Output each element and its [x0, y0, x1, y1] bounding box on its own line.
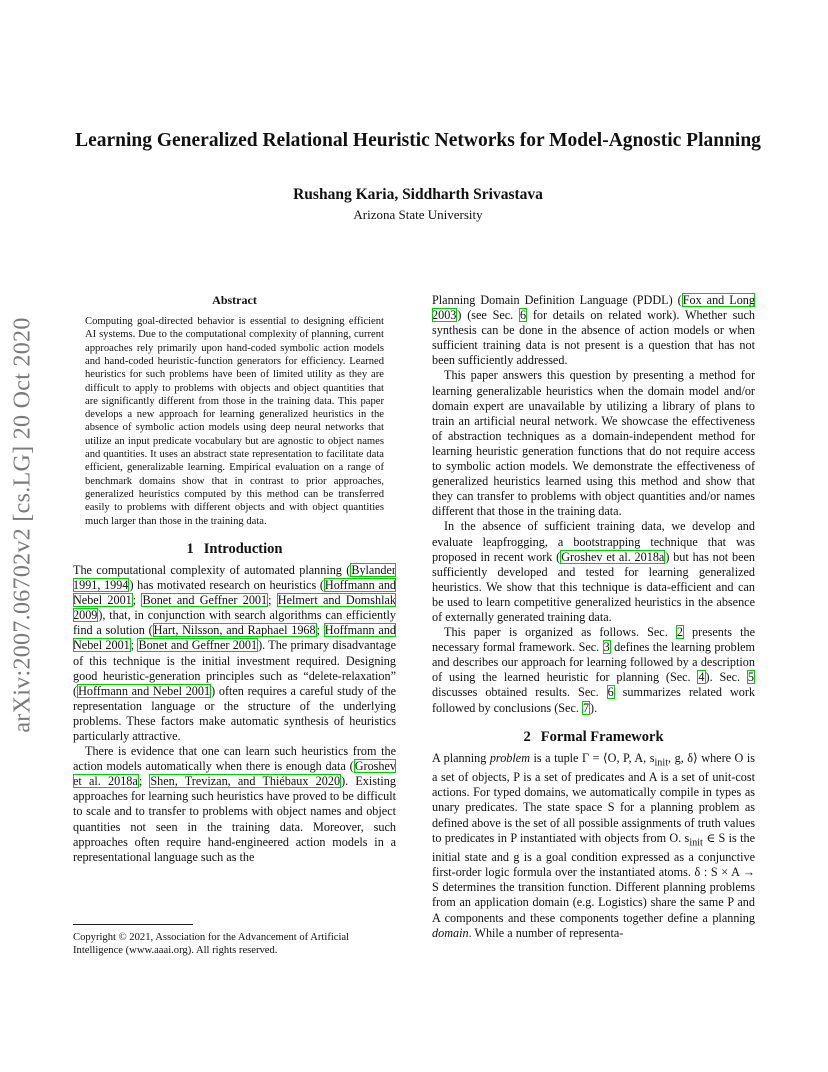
text-run: This paper is organized as follows. Sec. — [444, 625, 676, 640]
section-ref-link[interactable]: 2 — [676, 625, 683, 640]
emphasis-text: domain — [432, 925, 469, 940]
text-run: ; — [316, 623, 324, 638]
section-ref-link[interactable]: 6 — [519, 308, 527, 323]
paper-authors: Rushang Karia, Siddharth Srivastava — [293, 186, 543, 203]
citation-link[interactable]: Bonet and Geffner 2001 — [142, 593, 268, 608]
text-run: The computational complexity of automated planning ( — [73, 562, 351, 577]
citation-link[interactable]: Hoffmann and Nebel 2001 — [73, 623, 397, 653]
section-ref-link[interactable]: 5 — [747, 670, 755, 685]
text-run: Planning Domain Definition Language (PDDL) ( — [432, 293, 682, 307]
citation-link[interactable]: Fox and Long 2003 — [432, 293, 755, 323]
text-run: defines the learning problem and describes our approach for learning followed by a description of using the learned heuristic for planning (Sec. — [432, 640, 755, 685]
citation-link[interactable]: Groshev et al. 2018a — [561, 549, 665, 564]
text-run: ; — [132, 593, 142, 608]
text-run: ) but has not been sufficiently developed and tested for learning generalized heuristics. We show that this technique is data-efficient and can be used to learn competitive generalized heuristics in the absence of externally generated training data. — [432, 549, 755, 624]
text-run: There is evidence that one can learn such heuristics from the action models automatically when there is enough data ( — [73, 744, 396, 774]
math-text: is a tuple Γ = ⟨O, P, A, s — [530, 750, 655, 765]
text-run: summarizes related work followed by conclusions (Sec. — [432, 685, 755, 715]
text-run: ; — [130, 638, 138, 653]
abstract-text: Computing goal-directed behavior is essential to designing efficient AI systems. Due to the computational complexity of planning, current approaches rely primarily upon hand-coded symbolic action models and hand-coded heuristic-function generators for efficiency. Learned heuristics for such problems have been of limited utility as they are difficult to apply to problems with objects and object quantities that are significantly different from those in the training data. This paper develops a new approach for learning generalized heuristics in the absence of symbolic action models using deep neural networks that utilize an input predicate vocabulary but are agnostic to object names and quantities. It uses an abstract state representation to facilitate data efficient, generalizable learning. Empirical evaluation on a range of benchmark domains show that in contrast to prior approaches, generalized heuristics computed by this method can be transferred easily to problems with different objects and with object quantities much larger than those in the training data. — [85, 316, 384, 527]
section-number: 1 — [186, 540, 194, 557]
text-run: ) often requires a careful study of the representation language or the structure of the underlying problems. These factors make automatic synthesis of heuristics particularly attractive. — [73, 683, 396, 743]
text-run: ). Sec. — [705, 670, 747, 685]
text-run: for details on related work). Whether such synthesis can be done in the absence of action models or when sufficient training data is not present is a question that has not been sufficiently addressed. — [432, 308, 755, 368]
citation-link[interactable]: Hoffmann and Nebel 2001 — [73, 578, 397, 608]
text-run: ; — [138, 774, 150, 789]
section-ref-link[interactable]: 3 — [603, 640, 610, 655]
section-title: Formal Framework — [540, 728, 664, 745]
emphasis-text: problem — [489, 750, 530, 765]
copyright-footnote — [73, 924, 396, 957]
section-number: 2 — [523, 728, 531, 745]
citation-link[interactable]: Groshev et al. 2018a — [73, 759, 396, 789]
text-run: ). Existing approaches for learning such heuristics have proved to be difficult to scale and to transfer to problems with object names and object quantities not seen in the training data. Moreover, such approaches often require hand-engineered action models in a representational language such as the — [73, 774, 396, 864]
text-run: discusses obtained results. Sec. — [432, 685, 607, 700]
left-column — [73, 293, 396, 865]
right-paragraph-2: This paper answers this question by presenting a method for learning generalizable heuristics when the domain model and/or domain expert are unavailable by utilizing a library of plans to train an artificial neural network. We showcase the effectiveness of abstraction techniques as a domain-independent method for learning heuristic generation functions that do not require access to symbolic action models. We demonstrate the effectiveness of generalized heuristics learned using this method and show that they can transfer to problems with object quantities and/or names different that those in the training data. — [432, 368, 755, 519]
text-run: ). The primary disadvantage of this technique is the initial investment required. Designing good heuristic-generation principles such as “delete-relaxation” ( — [73, 638, 396, 698]
formal-framework-paragraph — [432, 751, 755, 941]
section-ref-link[interactable]: 4 — [698, 670, 705, 685]
section-ref-link[interactable]: 7 — [582, 700, 590, 715]
right-column — [432, 293, 755, 941]
citation-link[interactable]: Helmert and Domshlak 2009 — [73, 593, 397, 623]
math-text: , g, δ⟩ where O is a set of objects, P is a set of predicates and A is a set of unit-cost actions. For typed domains, we automatically compile in types as unary predicates. The state space S for a planning problem as defined above is the set of all possible assignments of truth values to predicates in P instantiated with objects from O. s — [432, 750, 756, 845]
citation-link[interactable]: Bonet and Geffner 2001 — [138, 638, 258, 653]
copyright-text: Copyright © 2021, Association for the Advancement of Artificial Intelligence (www.aaai.org). All rights reserved. — [73, 932, 350, 956]
section-title: Introduction — [203, 540, 283, 557]
right-paragraph-4 — [432, 625, 755, 716]
section-2-heading — [432, 730, 755, 745]
subscript: init — [654, 757, 669, 769]
citation-link[interactable]: Hart, Nilsson, and Raphael 1968 — [153, 623, 316, 638]
right-paragraph-3 — [432, 519, 755, 625]
arxiv-id: arXiv:2007.06702v2 [cs.LG] 20 Oct 2020 — [9, 317, 36, 733]
text-run: ) has motivated research on heuristics ( — [129, 578, 324, 593]
text-run: ), that, in conjunction with search algorithms can efficiently find a solution ( — [73, 608, 396, 638]
citation-link[interactable]: Bylander 1991, 1994 — [73, 562, 396, 593]
intro-paragraph-1 — [73, 563, 396, 744]
intro-paragraph-2 — [73, 744, 396, 865]
text-run: In the absence of sufficient training data, we develop and evaluate leapfrogging, a bootstrapping technique that was proposed in recent work ( — [432, 519, 755, 564]
text-run: ; — [268, 593, 277, 608]
text-run: ). — [590, 700, 598, 715]
section-1-heading — [73, 542, 396, 557]
text-run: . While a number of representa- — [468, 925, 624, 940]
subscript: init — [689, 837, 703, 849]
text-run: presents the necessary formal framework. Sec. — [432, 625, 755, 655]
citation-link[interactable]: Shen, Trevizan, and Thiébaux 2020 — [150, 774, 341, 789]
text-run: ) (see Sec. — [457, 308, 519, 323]
citation-link[interactable]: Hoffmann and Nebel 2001 — [78, 683, 211, 698]
paper-affiliation: Arizona State University — [353, 207, 483, 222]
abstract-heading: Abstract — [212, 293, 257, 307]
paper-title: Learning Generalized Relational Heuristic Networks for Model-Agnostic Planning — [75, 130, 761, 151]
right-paragraph-1 — [432, 293, 755, 368]
arxiv-sidebar — [2, 290, 44, 760]
section-ref-link[interactable]: 6 — [607, 685, 614, 700]
math-text: ∈ S is the initial state and g is a goal condition expressed as a conjunctive first-order logic formula over the instantiated atoms. δ : S × A → S determines the transition function. Different planning problems from an application domain (e.g. Logistics) share the same P and A components and these components together define a planning — [432, 830, 755, 925]
text-run: A planning — [432, 750, 490, 765]
footnote-rule — [73, 924, 193, 925]
